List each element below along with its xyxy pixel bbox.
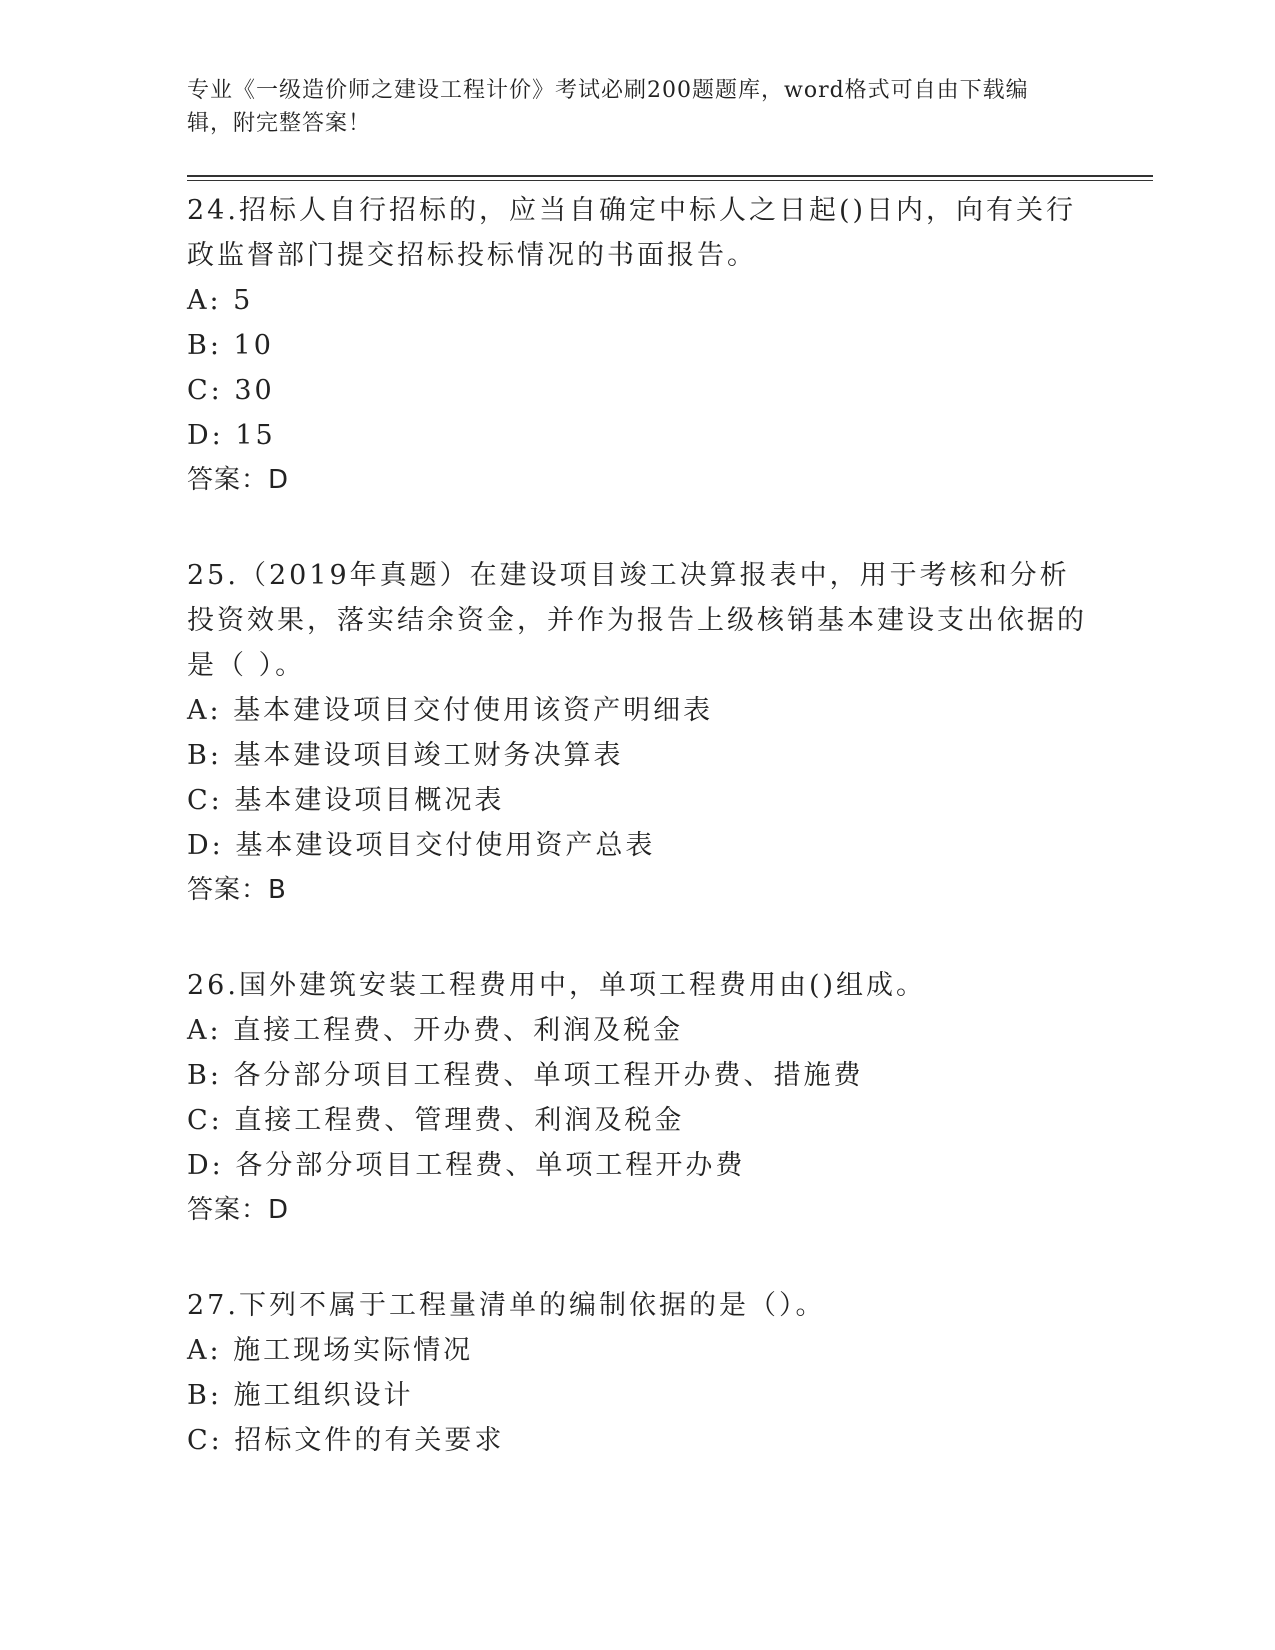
option-a: A: 基本建设项目交付使用该资产明细表 — [187, 695, 714, 726]
question-stem: 27.下列不属于工程量清单的编制依据的是（）。 — [187, 1290, 826, 1321]
option-a: A: 直接工程费、开办费、利润及税金 — [187, 1015, 684, 1046]
option-d: D: 15 — [187, 420, 276, 451]
option-d: D: 各分部分项目工程费、单项工程开办费 — [187, 1150, 746, 1181]
question-stem: 24.招标人自行招标的，应当自确定中标人之日起()日内，向有关行政监督部门提交招标投标情况的书面报告。 — [187, 195, 1077, 271]
answer: 答案：D — [187, 1195, 290, 1225]
option-c: C: 招标文件的有关要求 — [187, 1425, 505, 1456]
answer: 答案：D — [187, 465, 290, 495]
option-b: B: 基本建设项目竣工财务决算表 — [187, 740, 624, 771]
question-stem: 26.国外建筑安装工程费用中，单项工程费用由()组成。 — [187, 970, 927, 1001]
option-b: B: 各分部分项目工程费、单项工程开办费、措施费 — [187, 1060, 864, 1091]
answer: 答案：B — [187, 875, 287, 905]
option-c: C: 30 — [187, 375, 275, 406]
question-stem: 25.（2019年真题）在建设项目竣工决算报表中，用于考核和分析投资效果，落实结余资金，并作为报告上级核销基本建设支出依据的是（ ）。 — [187, 560, 1087, 681]
option-b: B: 10 — [187, 330, 274, 361]
option-b: B: 施工组织设计 — [187, 1380, 414, 1411]
question-27 — [187, 1283, 1087, 1463]
option-c: C: 直接工程费、管理费、利润及税金 — [187, 1105, 685, 1136]
header-divider-thin — [187, 180, 1153, 181]
header-divider-thick — [187, 175, 1153, 177]
question-26 — [187, 963, 1087, 1233]
option-c: C: 基本建设项目概况表 — [187, 785, 505, 816]
question-24 — [187, 188, 1087, 503]
document-header: 专业《一级造价师之建设工程计价》考试必刷200题题库，word格式可自由下载编辑，附完整答案！ — [187, 78, 1029, 136]
option-a: A: 5 — [187, 285, 254, 316]
question-25 — [187, 553, 1087, 913]
option-d: D: 基本建设项目交付使用资产总表 — [187, 830, 656, 861]
option-a: A: 施工现场实际情况 — [187, 1335, 474, 1366]
